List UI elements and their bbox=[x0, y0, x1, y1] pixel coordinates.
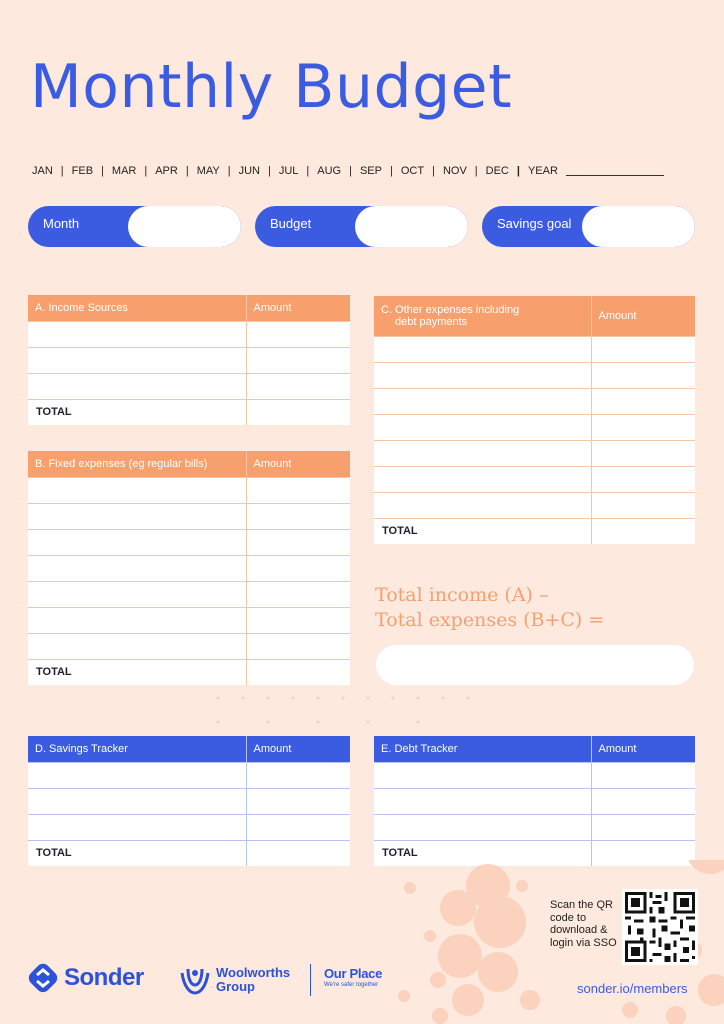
table-cell[interactable] bbox=[28, 633, 246, 659]
table-cell[interactable] bbox=[28, 347, 246, 373]
month-pill bbox=[28, 206, 241, 247]
table-cell[interactable] bbox=[246, 529, 350, 555]
table-cell[interactable] bbox=[374, 788, 591, 814]
fixed-header: B. Fixed expenses (eg regular bills) bbox=[28, 451, 246, 477]
table-cell[interactable] bbox=[591, 762, 695, 788]
table-cell[interactable] bbox=[28, 373, 246, 399]
income-total-label: TOTAL bbox=[28, 399, 246, 425]
our-place-name: Our Place bbox=[324, 966, 382, 981]
table-cell[interactable] bbox=[591, 814, 695, 840]
month-may[interactable]: MAY bbox=[196, 165, 220, 177]
savings-goal-label: Savings goal bbox=[497, 216, 572, 231]
table-cell[interactable] bbox=[28, 477, 246, 503]
table-cell[interactable] bbox=[28, 762, 246, 788]
table-cell[interactable] bbox=[246, 814, 350, 840]
table-cell[interactable] bbox=[591, 414, 695, 440]
other-header-line2: debt payments bbox=[395, 315, 468, 328]
summary-line1: Total income (A) – bbox=[375, 584, 549, 606]
table-cell[interactable] bbox=[246, 503, 350, 529]
table-cell[interactable] bbox=[246, 607, 350, 633]
month-field[interactable] bbox=[128, 206, 241, 247]
table-cell[interactable] bbox=[374, 414, 591, 440]
table-cell[interactable] bbox=[246, 581, 350, 607]
table-cell[interactable] bbox=[374, 466, 591, 492]
month-jan[interactable]: JAN bbox=[32, 165, 53, 177]
table-cell[interactable] bbox=[591, 466, 695, 492]
sonder-logo bbox=[28, 963, 144, 993]
debt-header: E. Debt Tracker bbox=[374, 736, 591, 762]
table-cell[interactable] bbox=[374, 362, 591, 388]
table-cell[interactable] bbox=[374, 388, 591, 414]
table-cell[interactable] bbox=[246, 788, 350, 814]
month-feb[interactable]: FEB bbox=[71, 165, 94, 177]
table-cell[interactable] bbox=[28, 581, 246, 607]
debt-amount-header: Amount bbox=[591, 736, 695, 762]
budget-field[interactable] bbox=[355, 206, 468, 247]
table-cell[interactable] bbox=[246, 477, 350, 503]
savings-total-label: TOTAL bbox=[28, 840, 246, 866]
other-total-value[interactable] bbox=[591, 518, 695, 544]
debt-tracker-table bbox=[374, 736, 695, 866]
sonder-logo-text: Sonder bbox=[64, 964, 144, 991]
table-cell[interactable] bbox=[246, 555, 350, 581]
woolworths-logo-icon bbox=[178, 963, 212, 997]
table-cell[interactable] bbox=[28, 788, 246, 814]
table-cell[interactable] bbox=[28, 607, 246, 633]
table-cell[interactable] bbox=[246, 373, 350, 399]
month-mar[interactable]: MAR bbox=[111, 165, 137, 177]
month-oct[interactable]: OCT bbox=[400, 165, 425, 177]
table-cell[interactable] bbox=[591, 388, 695, 414]
income-header: A. Income Sources bbox=[28, 295, 246, 321]
table-cell[interactable] bbox=[246, 633, 350, 659]
month-sep[interactable]: SEP bbox=[359, 165, 382, 177]
table-cell[interactable] bbox=[246, 347, 350, 373]
table-cell[interactable] bbox=[374, 492, 591, 518]
table-cell[interactable] bbox=[28, 529, 246, 555]
month-nov[interactable]: NOV bbox=[442, 165, 467, 177]
month-aug[interactable]: AUG bbox=[317, 165, 342, 177]
table-cell[interactable] bbox=[28, 555, 246, 581]
year-field[interactable] bbox=[566, 166, 664, 176]
qr-instructions: Scan the QR code to download & login via SSO bbox=[550, 899, 617, 949]
members-link[interactable]: sonder.io/members bbox=[577, 981, 688, 996]
budget-label: Budget bbox=[270, 216, 312, 231]
income-table bbox=[28, 295, 350, 425]
savings-header: D. Savings Tracker bbox=[28, 736, 246, 762]
month-jun[interactable]: JUN bbox=[238, 165, 260, 177]
income-total-value[interactable] bbox=[246, 399, 350, 425]
table-cell[interactable] bbox=[374, 440, 591, 466]
summary-line2: Total expenses (B+C) = bbox=[375, 609, 605, 631]
table-cell[interactable] bbox=[591, 492, 695, 518]
fixed-total-value[interactable] bbox=[246, 659, 350, 685]
logo-divider bbox=[310, 964, 311, 996]
savings-tracker-table bbox=[28, 736, 350, 866]
month-selector: JAN | FEB | MAR | APR | MAY | JUN | JUL | AUG | SEP | OCT | NOV | DEC | YEAR bbox=[32, 165, 664, 177]
table-cell[interactable] bbox=[591, 440, 695, 466]
month-apr[interactable]: APR bbox=[155, 165, 178, 177]
other-total-label: TOTAL bbox=[374, 518, 591, 544]
our-place-tagline: We're safer together bbox=[324, 982, 379, 988]
savings-goal-pill bbox=[482, 206, 695, 247]
other-expenses-table bbox=[374, 296, 695, 544]
table-cell[interactable] bbox=[591, 362, 695, 388]
woolworths-line1: Woolworths bbox=[216, 965, 291, 980]
table-cell[interactable] bbox=[591, 336, 695, 362]
sonder-logo-icon bbox=[28, 963, 58, 993]
qr-code-icon[interactable] bbox=[622, 889, 698, 965]
table-cell[interactable] bbox=[374, 762, 591, 788]
month-label: Month bbox=[43, 216, 80, 231]
debt-total-label: TOTAL bbox=[374, 840, 591, 866]
income-amount-header: Amount bbox=[246, 295, 350, 321]
woolworths-logo bbox=[178, 963, 290, 997]
budget-pill bbox=[255, 206, 468, 247]
fixed-amount-header: Amount bbox=[246, 451, 350, 477]
fixed-expenses-table bbox=[28, 451, 350, 685]
table-cell[interactable] bbox=[246, 321, 350, 347]
other-header bbox=[374, 296, 591, 336]
table-cell[interactable] bbox=[374, 336, 591, 362]
summary-result-field[interactable] bbox=[376, 645, 694, 685]
table-cell[interactable] bbox=[28, 814, 246, 840]
table-cell[interactable] bbox=[28, 503, 246, 529]
our-place-logo bbox=[324, 966, 382, 988]
fixed-total-label: TOTAL bbox=[28, 659, 246, 685]
other-amount-header: Amount bbox=[591, 296, 695, 336]
savings-goal-field[interactable] bbox=[582, 206, 695, 247]
month-dec[interactable]: DEC bbox=[485, 165, 509, 177]
other-header-line1: C. Other expenses including bbox=[381, 303, 520, 316]
savings-total-value[interactable] bbox=[246, 840, 350, 866]
table-cell[interactable] bbox=[28, 321, 246, 347]
savings-amount-header: Amount bbox=[246, 736, 350, 762]
month-jul[interactable]: JUL bbox=[278, 165, 299, 177]
table-cell[interactable] bbox=[374, 814, 591, 840]
year-label: YEAR bbox=[527, 165, 558, 177]
woolworths-line2: Group bbox=[216, 979, 255, 994]
summary-formula bbox=[375, 583, 604, 633]
page-title: Monthly Budget bbox=[30, 52, 513, 122]
table-cell[interactable] bbox=[246, 762, 350, 788]
table-cell[interactable] bbox=[591, 788, 695, 814]
